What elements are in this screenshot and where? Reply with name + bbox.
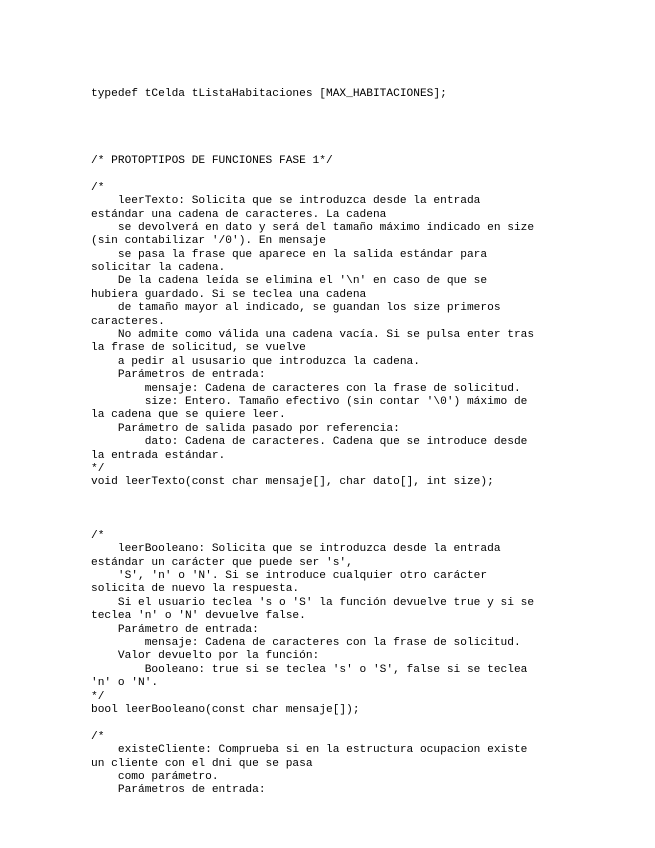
code-line — [91, 503, 611, 516]
code-line: mensaje: Cadena de caracteres con la frase de solicitud. — [91, 382, 521, 395]
code-line: la cadena que se quiere leer. — [91, 409, 286, 422]
code-line: la entrada estándar. — [91, 449, 226, 462]
code-line — [91, 128, 611, 141]
code-line: Parámetros de entrada: — [91, 369, 266, 382]
code-line: teclea 'n' o 'N' devuelve false. — [91, 610, 306, 623]
code-line — [91, 168, 611, 181]
code-line: solicita de nuevo la respuesta. — [91, 583, 300, 596]
code-line: como parámetro. — [91, 770, 219, 783]
code-line: 'n' o 'N'. — [91, 677, 159, 690]
code-listing — [91, 88, 611, 798]
code-line: /* — [91, 529, 105, 542]
code-line — [91, 717, 611, 730]
code-line: mensaje: Cadena de caracteres con la frase de solicitud. — [91, 637, 521, 650]
code-line: */ — [91, 462, 105, 475]
code-line — [91, 142, 611, 155]
code-line: estándar una cadena de caracteres. La cadena — [91, 208, 387, 221]
code-line: /* — [91, 181, 105, 194]
code-line: a pedir al ususario que introduzca la cadena. — [91, 355, 420, 368]
code-line: size: Entero. Tamaño efectivo (sin contar '\0') máximo de — [91, 395, 528, 408]
code-line: Parámetro de salida pasado por referencia: — [91, 422, 400, 435]
code-line: No admite como válida una cadena vacía. Si se pulsa enter tras — [91, 329, 535, 342]
code-line: Si el usuario teclea 's o 'S' la función devuelve true y si se — [91, 596, 535, 609]
code-line: Parámetro de entrada: — [91, 623, 259, 636]
code-line — [91, 517, 611, 530]
code-line: un cliente con el dni que se pasa — [91, 757, 313, 770]
code-line: Booleano: true si se teclea 's' o 'S', false si se teclea — [91, 663, 528, 676]
code-line: dato: Cadena de caracteres. Cadena que se introduce desde — [91, 436, 528, 449]
code-line — [91, 490, 611, 503]
code-line: hubiera guardado. Si se teclea una cadena — [91, 288, 367, 301]
code-line: void leerTexto(const char mensaje[], char dato[], int size); — [91, 476, 494, 489]
code-line: typedef tCelda tListaHabitaciones [MAX_HABITACIONES]; — [91, 88, 447, 100]
code-line: de tamaño mayor al indicado, se guandan los size primeros — [91, 302, 501, 315]
code-line: leerTexto: Solicita que se introduzca desde la entrada — [91, 195, 481, 208]
code-line — [91, 101, 611, 114]
code-line: bool leerBooleano(const char mensaje[]); — [91, 703, 360, 716]
code-line: existeCliente: Comprueba si en la estructura ocupacion existe — [91, 744, 528, 757]
code-line: Parámetros de entrada: — [91, 784, 266, 797]
code-line: (sin contabilizar '/0'). En mensaje — [91, 235, 326, 248]
code-line: caracteres. — [91, 315, 165, 328]
code-line: De la cadena leída se elimina el '\n' en caso de que se — [91, 275, 488, 288]
code-line: la frase de solicitud, se vuelve — [91, 342, 306, 355]
code-line: solicitar la cadena. — [91, 262, 226, 275]
code-line: /* — [91, 730, 105, 743]
code-line: leerBooleano: Solicita que se introduzca desde la entrada — [91, 543, 501, 556]
code-line: /* PROTOPTIPOS DE FUNCIONES FASE 1*/ — [91, 154, 333, 167]
code-line: se pasa la frase que aparece en la salida estándar para — [91, 248, 488, 261]
code-line: Valor devuelto por la función: — [91, 650, 320, 663]
code-line: se devolverá en dato y será del tamaño máximo indicado en size — [91, 221, 535, 234]
code-line — [91, 115, 611, 128]
code-line: 'S', 'n' o 'N'. Si se introduce cualquier otro carácter — [91, 570, 488, 583]
code-line: estándar un carácter que puede ser 's', — [91, 556, 353, 569]
code-line: */ — [91, 690, 105, 703]
